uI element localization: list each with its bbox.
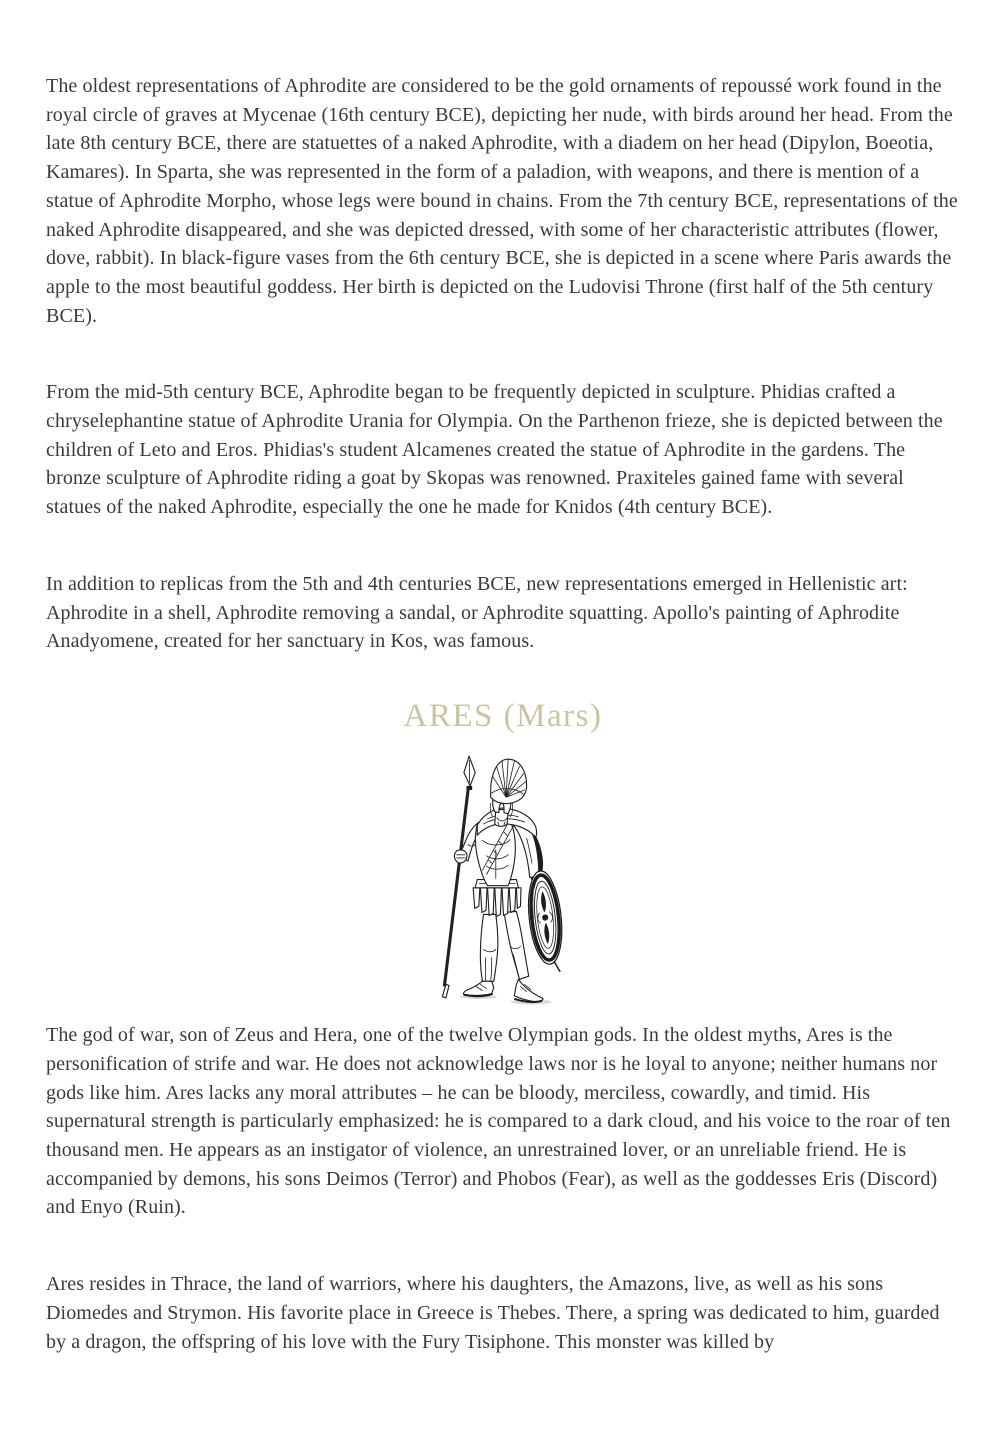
section-heading-ares: ARES (Mars) — [403, 697, 603, 734]
paragraph-aphrodite-hellenistic: In addition to replicas from the 5th and 4th centuries BCE, new representations emerged in Hellenistic art: Aphrodite in a shell, Aphrodite removing a sandal, or Aphrodite squatting. Apollo's painting of Aphrodite Anadyomene, created for her sanctuary in Kos, was famous. — [46, 572, 908, 653]
paragraph-aphrodite-sculpture: From the mid-5th century BCE, Aphrodite began to be frequently depicted in sculpture. Phidias crafted a chryselephantine statue of Aphrodite Urania for Olympia. On the Parthenon frieze, she is depicted between the children of Leto and Eros. Phidias's student Alcamenes created the statue of Aphrodite in the gardens. The bronze sculpture of Aphrodite riding a goat by Skopas was renowned. Praxiteles gained fame with several statues of the naked Aphrodite, especially the one he made for Knidos (4th century BCE). — [46, 381, 943, 519]
ares-section — [46, 1021, 960, 1356]
ares-warrior-drawing — [436, 752, 570, 1005]
paragraph-aphrodite-oldest-representations: The oldest representations of Aphrodite are considered to be the gold ornaments of repoussé work found in the royal circle of graves at Mycenae (16th century BCE), depicting her nude, with birds around her head. From the late 8th century BCE, there are statuettes of a naked Aphrodite, with a diadem on her head (Dipylon, Boeotia, Kamares). In Sparta, she was represented in the form of a paladion, with weapons, and there is mention of a statue of Aphrodite Morpho, whose legs were bound in chains. From the 7th century BCE, representations of the naked Aphrodite disappeared, and she was depicted dressed, with some of her characteristic attributes (flower, dove, rabbit). In black-figure vases from the 6th century BCE, she is depicted in a scene where Paris awards the apple to the most beautiful goddess. Her birth is depicted on the Ludovisi Throne (first half of the 5th century BCE). — [46, 75, 958, 327]
paragraph-ares-thrace: Ares resides in Thrace, the land of warriors, where his daughters, the Amazons, live, as well as his sons Diomedes and Strymon. His favorite place in Greece is Thebes. There, a spring was dedicated to him, guarded by a dragon, the offspring of his love with the Fury Tisiphone. This monster was killed by — [46, 1273, 940, 1353]
aphrodite-section — [46, 72, 960, 656]
ares-warrior-illustration — [428, 752, 578, 1005]
paragraph-ares-god-of-war: The god of war, son of Zeus and Hera, one of the twelve Olympian gods. In the oldest myths, Ares is the personification of strife and war. He does not acknowledge laws nor is he loyal to anyone; neither humans nor gods like him. Ares lacks any moral attributes – he can be bloody, merciless, cowardly, and timid. His supernatural strength is particularly emphasized: he is compared to a dark cloud, and his voice to the roar of ten thousand men. He appears as an instigator of violence, an unrestrained lover, or an unreliable friend. He is accompanied by demons, his sons Deimos (Terror) and Phobos (Fear), as well as the goddesses Eris (Discord) and Enyo (Ruin). — [46, 1024, 951, 1219]
